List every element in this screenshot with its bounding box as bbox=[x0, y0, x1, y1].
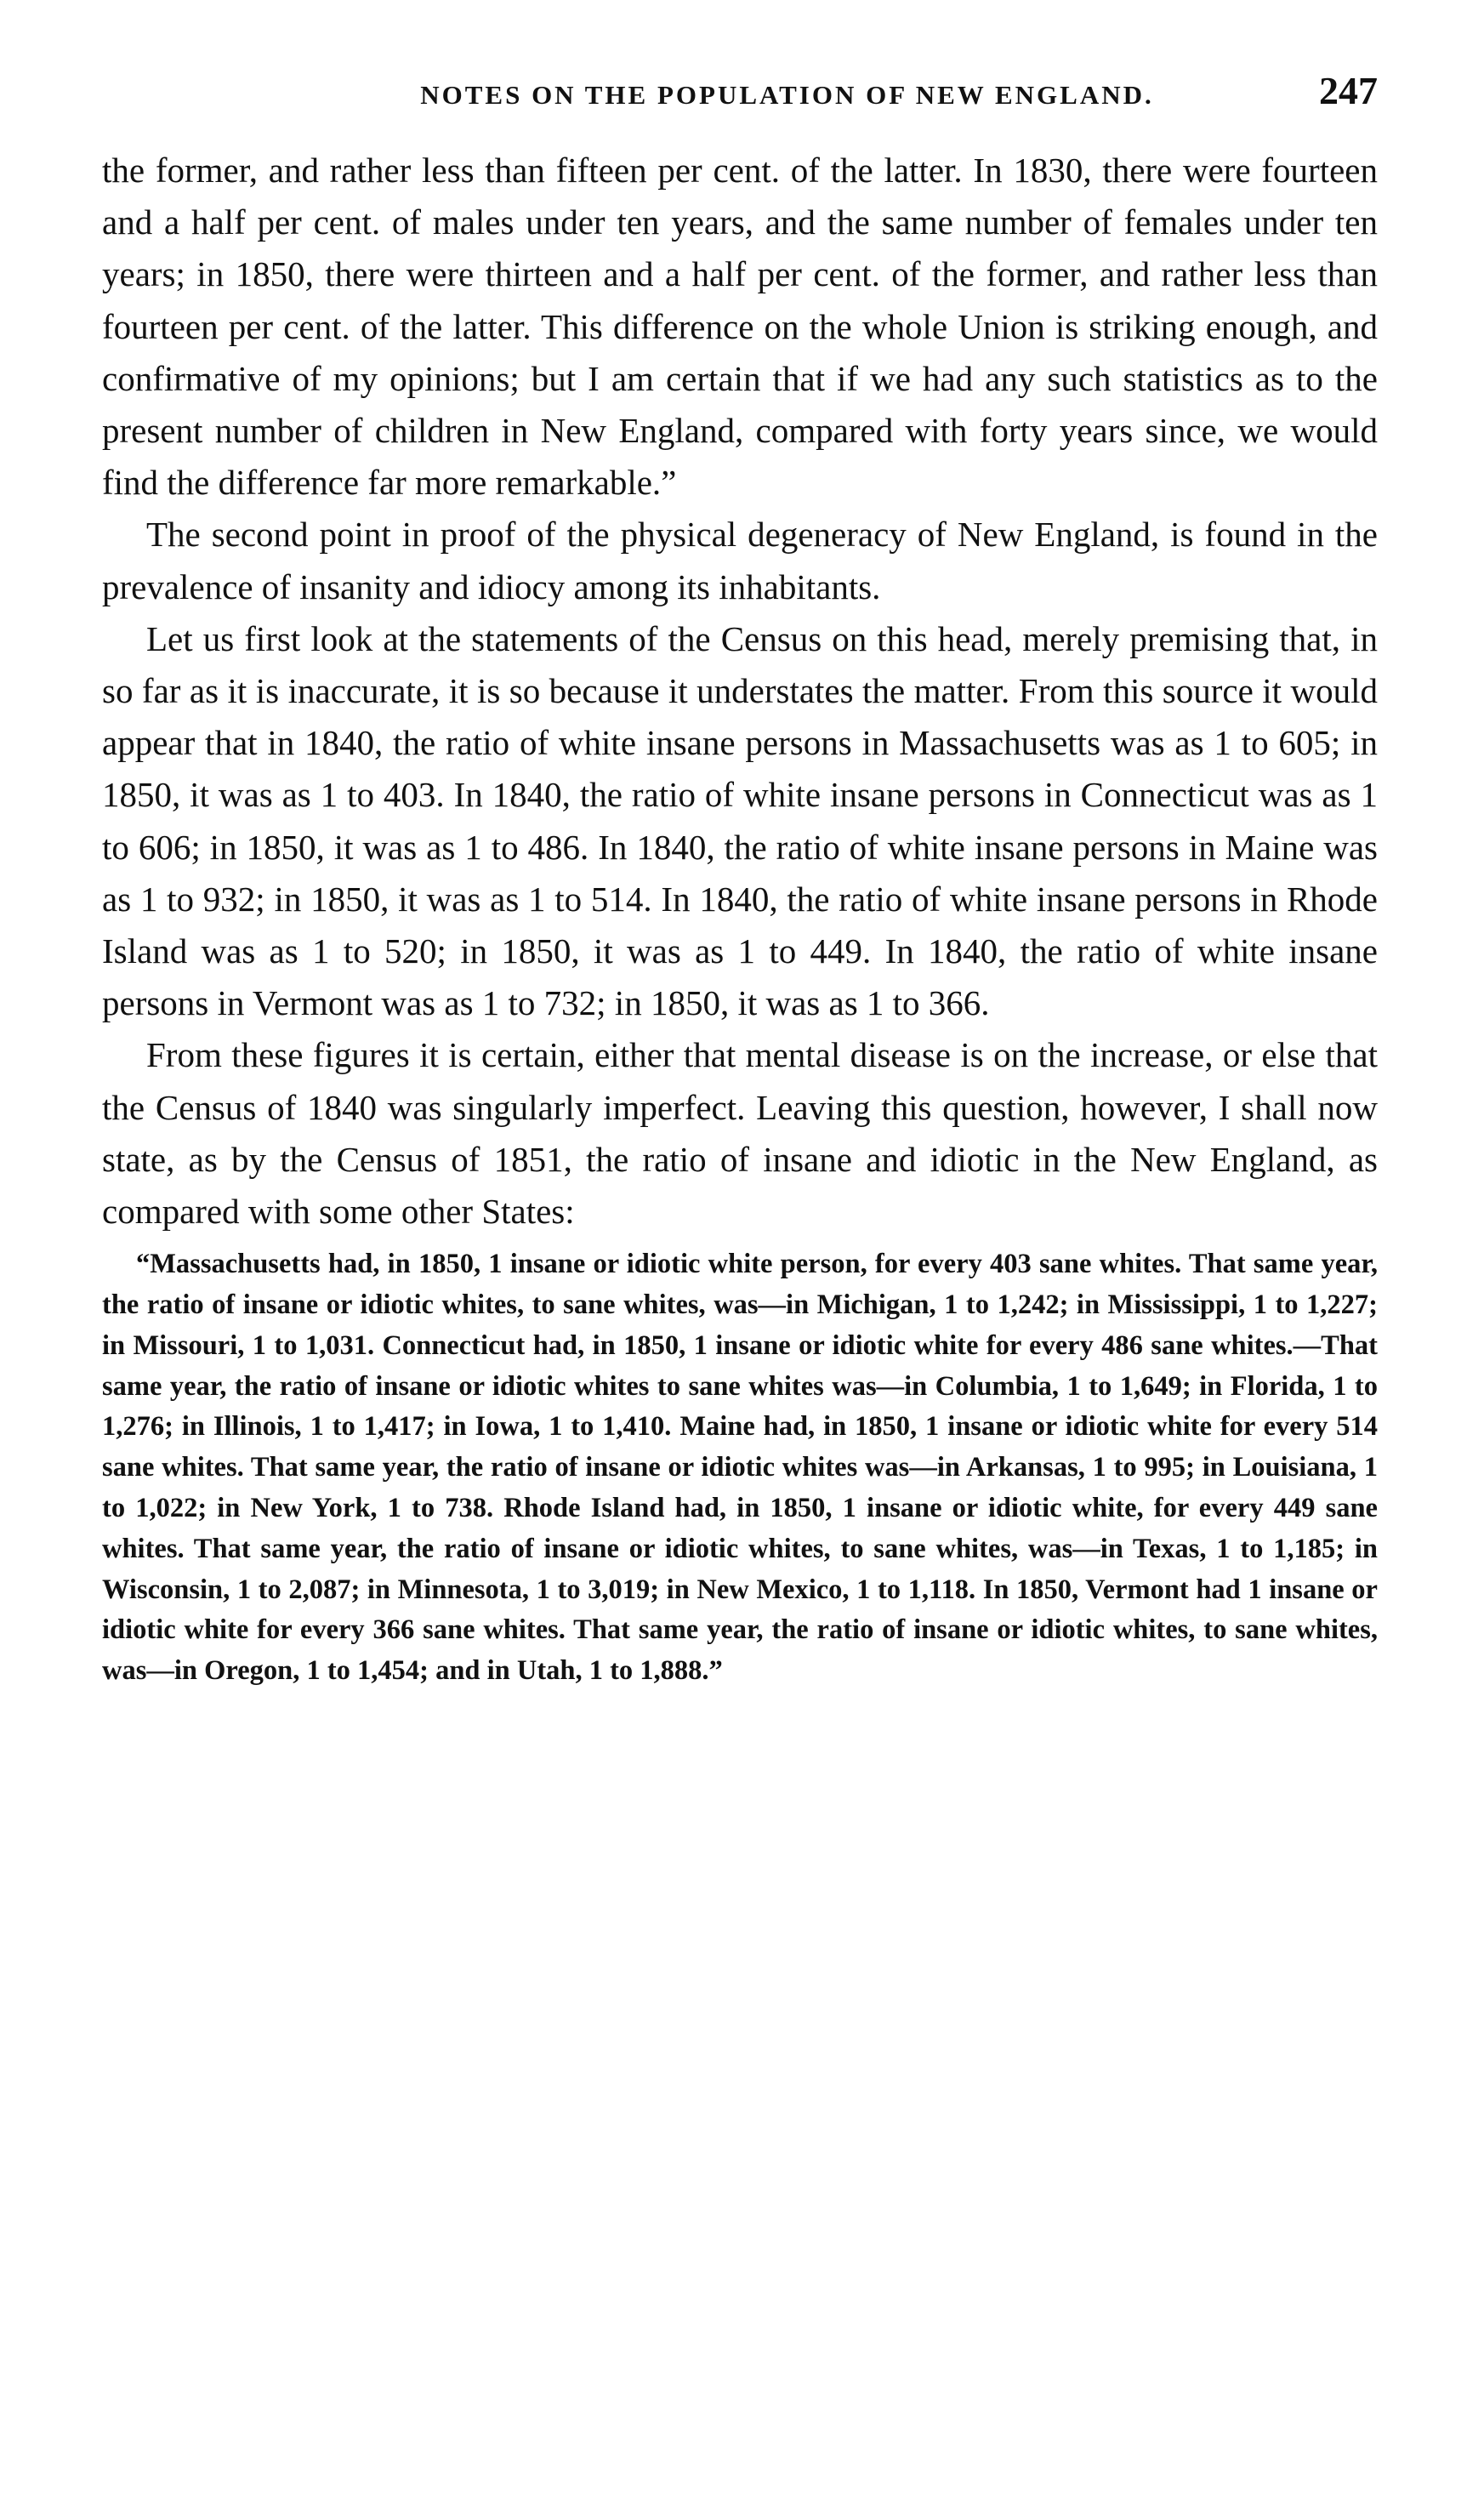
paragraph-figures: From these figures it is certain, either that mental disease is on the increase, or else that the Census of 1840 was singularly imperfect. Leaving this question, however, I shall now state, as by the Census of 1851, the ratio of insane and idiotic in the New England, as compared with some other States: bbox=[102, 1035, 1378, 1232]
running-header-title: NOTES ON THE POPULATION OF NEW ENGLAND. bbox=[420, 80, 1154, 110]
body-text bbox=[102, 145, 1378, 1238]
block-quote bbox=[102, 1244, 1378, 1692]
page-number: 247 bbox=[1319, 69, 1378, 112]
running-header bbox=[102, 68, 1378, 145]
block-quote-text: “Massachusetts had, in 1850, 1 insane or idiotic white person, for every 403 sane whites. That same year, the ratio of insane or idiotic whites, to sane whites, was—in Michigan, 1 to 1,242; in Mississippi, 1 to 1,227; in Missouri, 1 to 1,031. Connecticut had, in 1850, 1 insane or idiotic white for every 486 sane whites.—That same year, the ratio of insane or idiotic whites to sane whites was—in Columbia, 1 to 1,649; in Florida, 1 to 1,276; in Illinois, 1 to 1,417; in Iowa, 1 to 1,410. Maine had, in 1850, 1 insane or idiotic white for every 514 sane whites. That same year, the ratio of insane or idiotic whites was—in Arkansas, 1 to 995; in Louisiana, 1 to 1,022; in New York, 1 to 738. Rhode Island had, in 1850, 1 insane or idiotic white, for every 449 sane whites. That same year, the ratio of insane or idiotic whites, to sane whites, was—in Texas, 1 to 1,185; in Wisconsin, 1 to 2,087; in Minnesota, 1 to 3,019; in New Mexico, 1 to 1,118. In 1850, Vermont had 1 insane or idiotic white for every 366 sane whites. That same year, the ratio of insane or idiotic whites, to sane whites, was—in Oregon, 1 to 1,454; and in Utah, 1 to 1,888.” bbox=[102, 1249, 1378, 1687]
paragraph-continuation: the former, and rather less than fifteen per cent. of the latter. In 1830, there were fourteen and a half per cent. of males under ten years, and the same number of females under ten years; in 1850, there were thirteen and a half per cent. of the former, and rather less than fourteen per cent. of the latter. This difference on the whole Union is striking enough, and confirmative of my opinions; but I am certain that if we had any such statistics as to the present number of children in New England, compared with forty years since, we would find the difference far more remarkable.” bbox=[102, 151, 1378, 503]
paragraph-census-statements: Let us first look at the statements of the Census on this head, merely premising that, in so far as it is inaccurate, it is so because it understates the matter. From this source it would appear that in 1840, the ratio of white insane persons in Massachusetts was as 1 to 605; in 1850, it was as 1 to 403. In 1840, the ratio of white insane persons in Connecticut was as 1 to 606; in 1850, it was as 1 to 486. In 1840, the ratio of white insane persons in Maine was as 1 to 932; in 1850, it was as 1 to 514. In 1840, the ratio of white insane persons in Rhode Island was as 1 to 520; in 1850, it was as 1 to 449. In 1840, the ratio of white insane persons in Vermont was as 1 to 732; in 1850, it was as 1 to 366. bbox=[102, 618, 1378, 1023]
book-page bbox=[102, 68, 1378, 1692]
paragraph-second-point: The second point in proof of the physical degeneracy of New England, is found in the prevalence of insanity and idiocy among its inhabitants. bbox=[102, 515, 1378, 606]
